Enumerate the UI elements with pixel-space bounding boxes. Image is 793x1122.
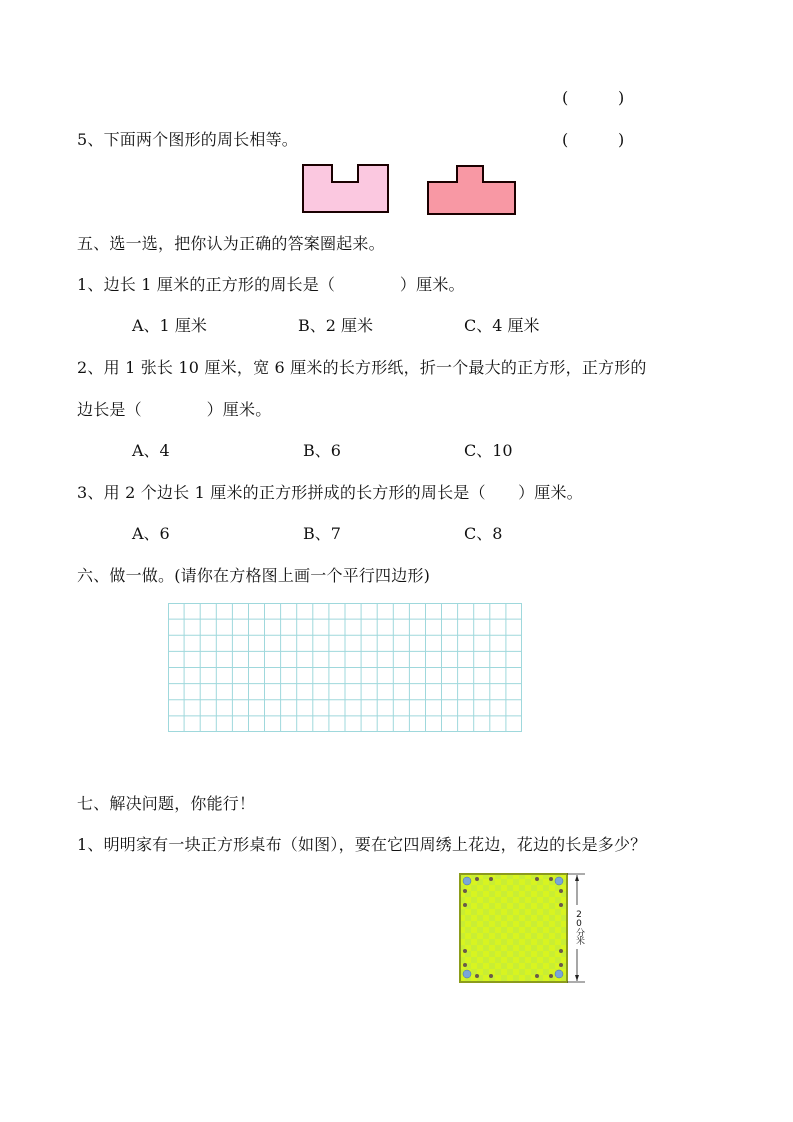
option-a[interactable]: A、4: [132, 441, 170, 460]
section-6-title: 六、做一做。(请你在方格图上画一个平行四边形): [77, 566, 431, 585]
option-c[interactable]: C、8: [464, 524, 503, 543]
section-7-title: 七、解决问题，你能行！: [77, 794, 256, 813]
drawing-grid[interactable]: [168, 603, 522, 732]
answer-bracket-close: ): [618, 130, 625, 149]
section-5-title: 五、选一选，把你认为正确的答案圈起来。: [77, 234, 385, 253]
option-b[interactable]: B、2 厘米: [298, 316, 374, 335]
option-a[interactable]: A、1 厘米: [132, 316, 207, 335]
section-5-question-3: 3、用 2 个边长 1 厘米的正方形拼成的长方形的周长是（ ）厘米。: [77, 483, 583, 502]
option-c[interactable]: C、4 厘米: [464, 316, 540, 335]
answer-bracket-open: (: [562, 130, 569, 149]
section-7-question-1: 1、明明家有一块正方形桌布（如图），要在它四周绣上花边，花边的长是多少？: [77, 835, 647, 854]
option-a[interactable]: A、6: [132, 524, 170, 543]
notched-rectangle-figure: [300, 162, 392, 216]
section-5-question-2-line-2: 边长是（ ）厘米。: [77, 400, 272, 419]
answer-bracket-close: ): [618, 88, 625, 107]
option-b[interactable]: B、6: [303, 441, 341, 460]
question-5-text: 5、下面两个图形的周长相等。: [77, 130, 298, 149]
tablecloth-figure: [459, 873, 589, 985]
t-shape-figure: [425, 163, 519, 218]
dimension-label: 20分米: [571, 905, 585, 949]
section-5-question-1: 1、边长 1 厘米的正方形的周长是（ ）厘米。: [77, 275, 465, 294]
tablecloth-image: [459, 873, 589, 985]
option-c[interactable]: C、10: [464, 441, 513, 460]
answer-bracket-open: (: [562, 88, 569, 107]
section-5-question-2-line-1: 2、用 1 张长 10 厘米，宽 6 厘米的长方形纸，折一个最大的正方形，正方形的: [77, 358, 647, 377]
option-b[interactable]: B、7: [303, 524, 341, 543]
